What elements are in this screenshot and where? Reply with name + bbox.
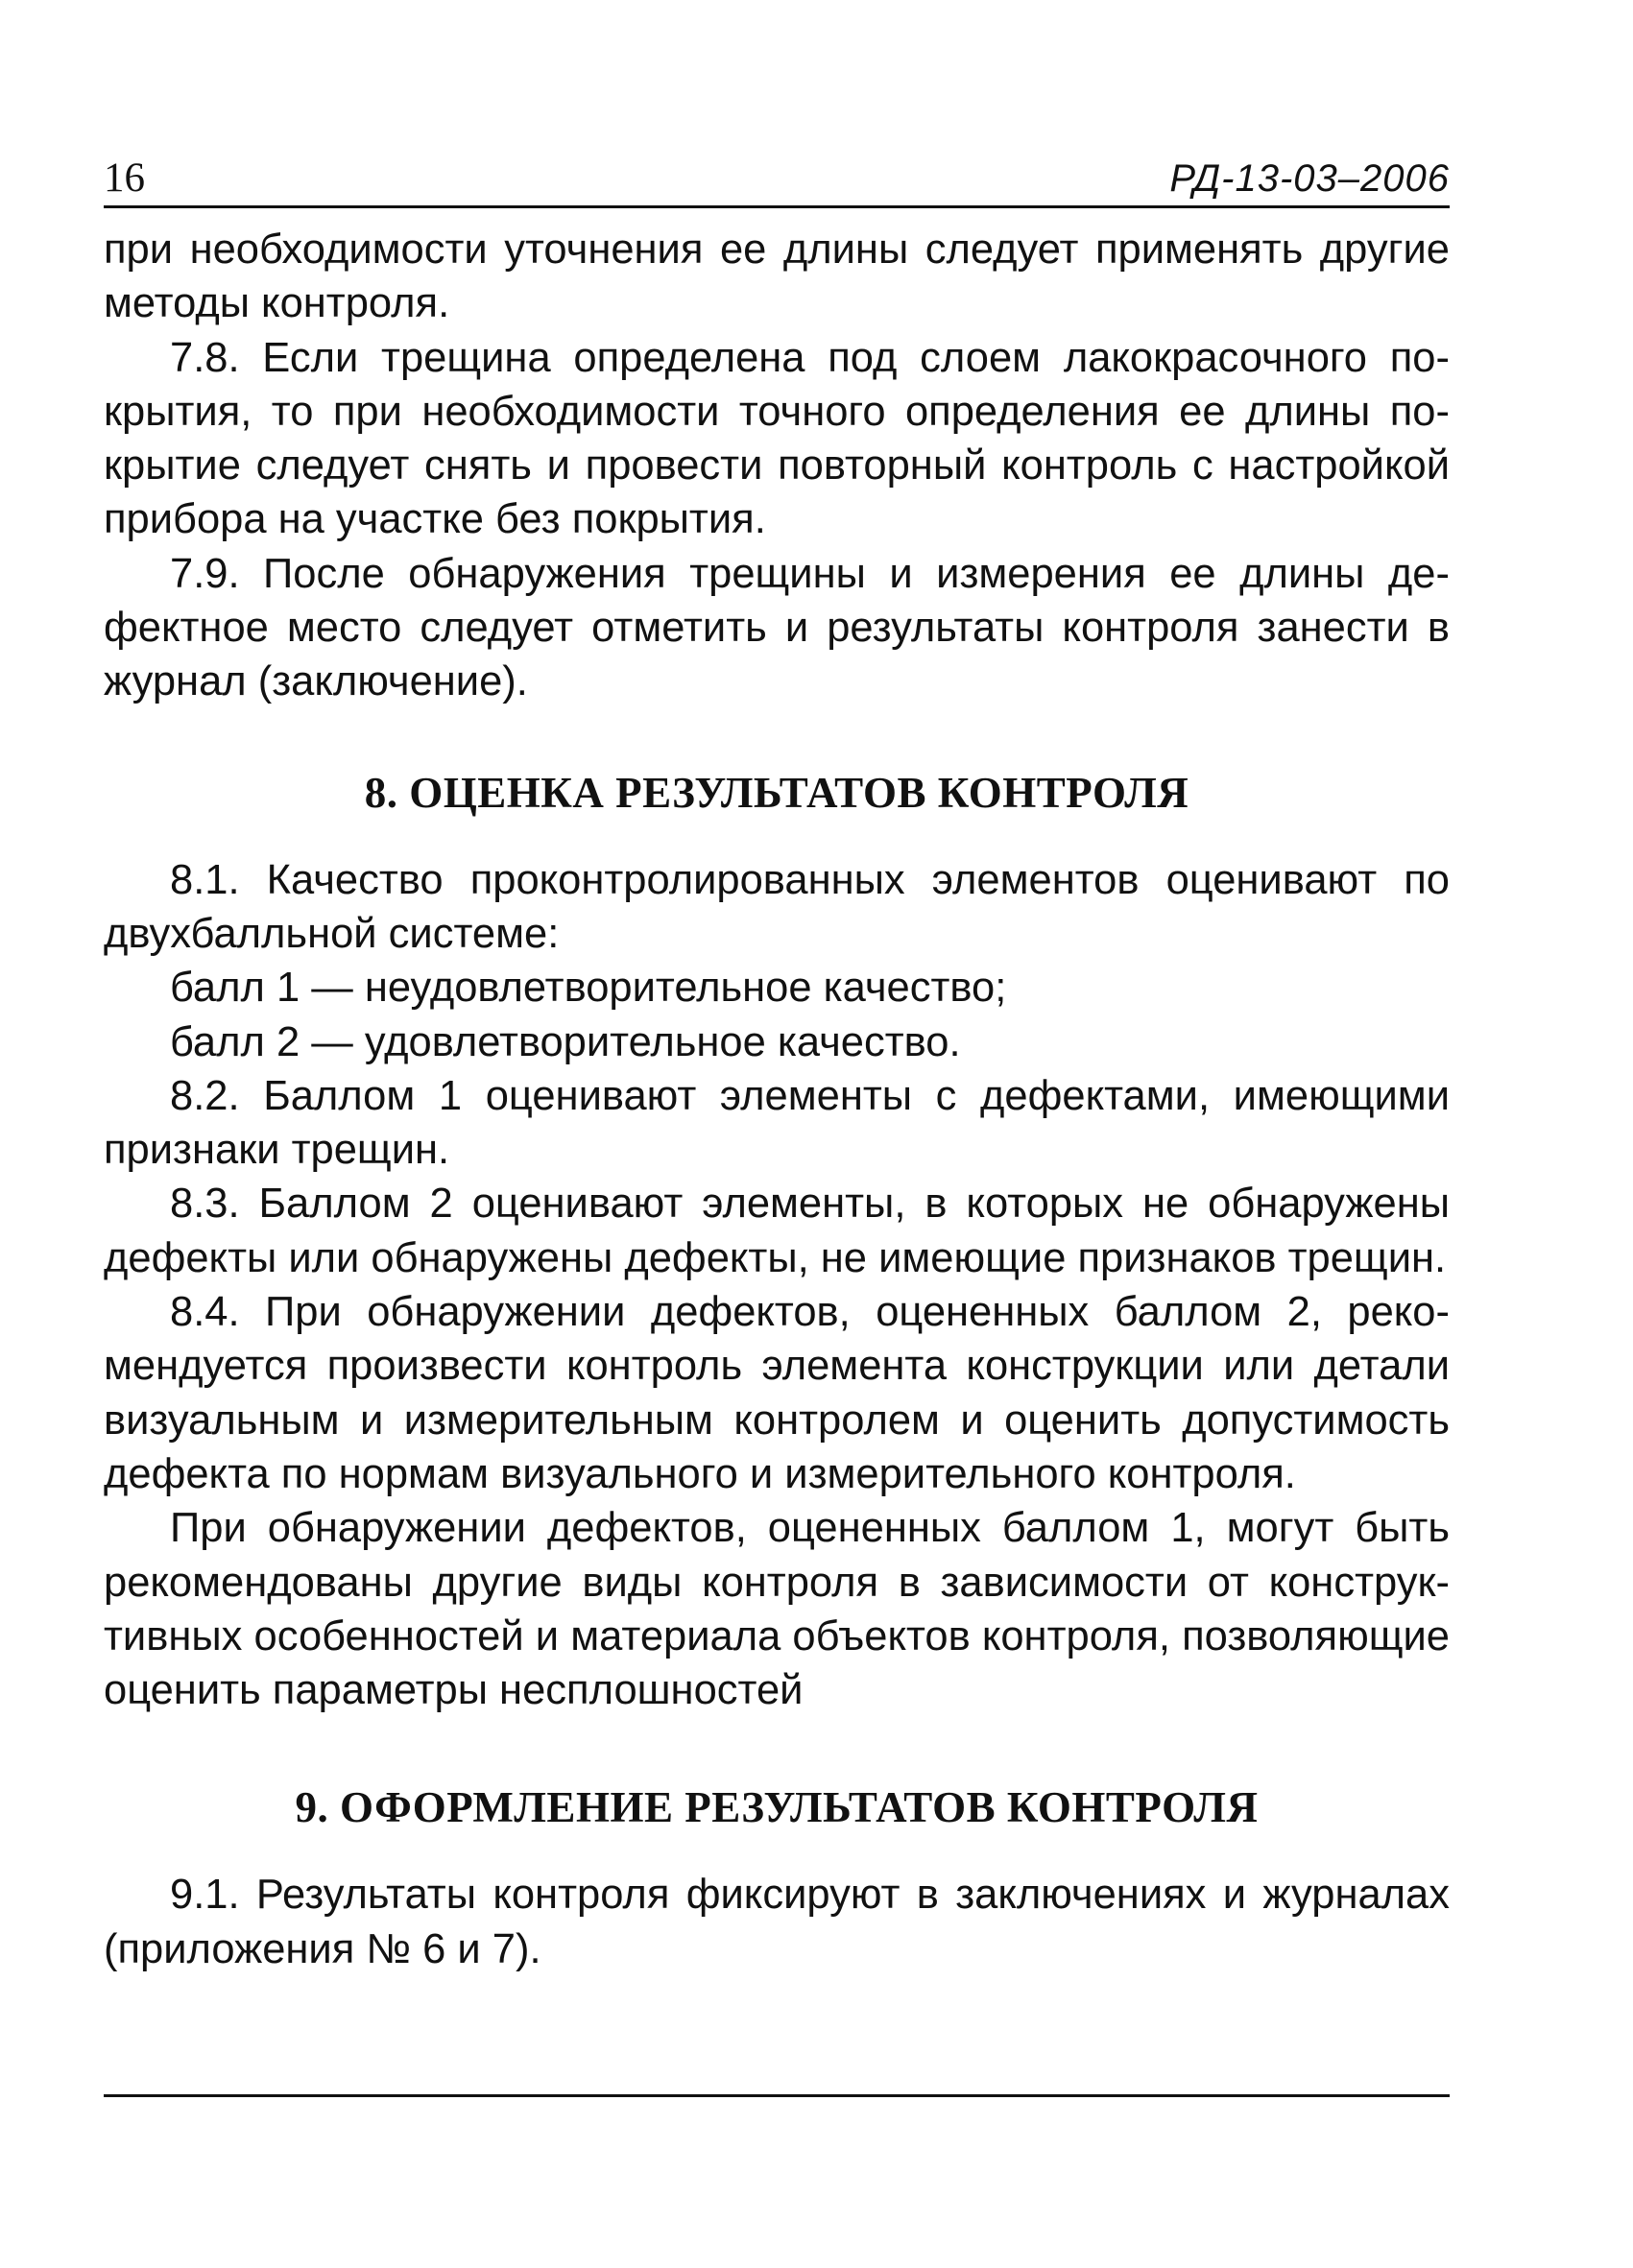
bottom-divider xyxy=(104,2094,1450,2097)
paragraph-8-4: 8.4. При обнаружении дефектов, оцененных баллом 2, рекомендуется произвести контроль элемента конструкции или детали визуальным и измерительным контролем и оценить допустимость дефекта по нормам визуального и измерительного контроля. xyxy=(104,1289,1450,1497)
paragraph-7-9: 7.9. После обнаружения трещины и измерения ее длины дефектное место следует отметить и результаты контроля занести в журнал (заключение). xyxy=(104,550,1450,705)
paragraph-continuation: при необходимости уточнения ее длины следует применять другие методы контроля. xyxy=(104,227,1450,327)
paragraph-7-8: 7.8. Если трещина определена под слоем лакокрасочного покрытия, то при необходимости точного определения ее длины покрытие следует снять и провести повторный контроль с настройкой прибора на участке без покрытия. xyxy=(104,334,1450,543)
section-9-heading: 9. ОФОРМЛЕНИЕ РЕЗУЛЬТАТОВ КОНТРОЛЯ xyxy=(295,1783,1259,1832)
body-text xyxy=(104,223,1450,1976)
document-code: РД-13-03–2006 xyxy=(1169,157,1450,200)
score-2-item: балл 2 — удовлетворительное качество. xyxy=(170,1018,961,1065)
paragraph-8-1: 8.1. Качество проконтролированных элементов оценивают по двухбалльной системе: xyxy=(104,856,1450,957)
paragraph-8-3: 8.3. Баллом 2 оценивают элементы, в которых не обнаружены дефекты или обнаружены дефекты, не имеющие признаков трещин. xyxy=(104,1181,1450,1281)
paragraph-9-1: 9.1. Результаты контроля фиксируют в заключениях и журналах (приложения № 6 и 7). xyxy=(104,1872,1450,1972)
section-8-heading: 8. ОЦЕНКА РЕЗУЛЬТАТОВ КОНТРОЛЯ xyxy=(364,768,1189,817)
running-header xyxy=(104,152,1450,208)
score-1-item: балл 1 — неудовлетворительное качество; xyxy=(170,965,1007,1012)
paragraph-8-2: 8.2. Баллом 1 оценивают элементы с дефектами, имеющими признаки трещин. xyxy=(104,1072,1450,1174)
paragraph-8-4-note: При обнаружении дефектов, оцененных баллом 1, могут быть рекомендованы другие виды контроля в зависимости от конструктивных особенностей и материала объектов контроля, позволяющие оценить параметры несплошностей xyxy=(104,1505,1450,1714)
page-number: 16 xyxy=(104,155,145,201)
